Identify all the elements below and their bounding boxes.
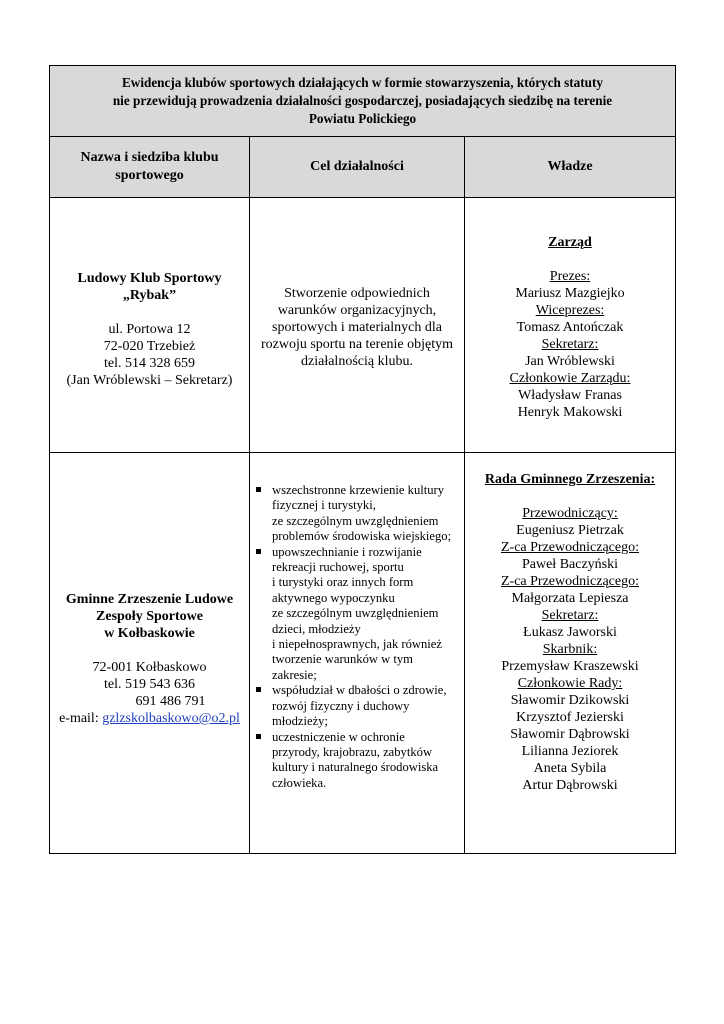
purpose-line: dzieci, młodzieży — [272, 621, 361, 636]
club2-name-line-3: w Kołbaskowie — [104, 626, 195, 641]
title-line-3: Powiatu Polickiego — [308, 111, 417, 126]
purpose-line: ze szczególnym uwzględnieniem — [272, 513, 439, 528]
header-club-name — [50, 137, 250, 198]
club1-address-street: ul. Portowa 12 — [108, 321, 191, 337]
club1-board-cell — [465, 198, 676, 453]
purpose-line: tworzenie warunków w tym — [272, 652, 413, 667]
list-item — [254, 683, 464, 729]
board-member: Małgorzata Lepiesza — [511, 591, 629, 606]
board-role: Członkowie Zarządu: — [509, 370, 631, 386]
club2-email-link[interactable]: gzlzskolbaskowo@o2.pl — [102, 711, 240, 726]
club1-purpose-cell — [250, 198, 465, 453]
club1-name-cell — [50, 198, 250, 453]
board-role: Członkowie Rady: — [517, 676, 623, 691]
board-role: Prezes: — [549, 268, 591, 284]
club2-address-city: 72-001 Kołbaskowo — [92, 660, 207, 675]
board-member: Tomasz Antończak — [516, 319, 624, 335]
header-authorities: Władze — [465, 137, 676, 198]
board-member: Łukasz Jaworski — [523, 625, 617, 640]
clubs-register-table — [49, 65, 676, 854]
club2-purpose-list — [250, 483, 464, 791]
board-role: Wiceprezes: — [535, 302, 605, 318]
purpose-line: fizycznej i turystyki, — [272, 498, 376, 513]
club1-purpose-line: rozwoju sportu na terenie objętym — [260, 336, 454, 352]
purpose-line: rekreacji ruchowej, sportu — [272, 560, 404, 575]
club1-purpose-line: Stworzenie odpowiednich — [284, 285, 430, 301]
club2-email-line — [50, 710, 249, 727]
club1-purpose-line: warunków organizacyjnych, — [277, 302, 437, 318]
list-item — [254, 545, 464, 684]
table-row — [50, 198, 676, 453]
bullet-square-icon — [256, 734, 261, 739]
purpose-line: człowieka. — [272, 775, 327, 790]
bullet-square-icon — [256, 487, 261, 492]
title-line-1: Ewidencja klubów sportowych działających w formie stowarzyszenia, których statuty — [122, 75, 603, 90]
purpose-line: ze szczególnym uwzględnieniem — [272, 606, 439, 621]
purpose-line: i turystyki oraz innych form — [272, 575, 414, 590]
header-club-name-line-1: Nazwa i siedziba klubu — [80, 150, 219, 165]
bullet-square-icon — [256, 549, 261, 554]
board-role: Sekretarz: — [541, 336, 599, 352]
board-member: Przemysław Kraszewski — [501, 659, 639, 674]
club2-name-line-2: Zespoły Sportowe — [96, 609, 203, 624]
board-role: Sekretarz: — [541, 608, 599, 623]
club2-phone-2: 691 486 791 — [135, 694, 206, 709]
purpose-line: rozwój fizyczny i duchowy — [272, 698, 410, 713]
purpose-line: uczestniczenie w ochronie — [272, 729, 405, 744]
club1-name-line-1: Ludowy Klub Sportowy — [77, 270, 222, 286]
board-role: Przewodniczący: — [522, 506, 618, 521]
purpose-line: współudział w dbałości o zdrowie, — [272, 683, 447, 698]
club1-name-line-2: „Rybak” — [122, 287, 177, 303]
club2-board-title: Rada Gminnego Zrzeszenia: — [484, 472, 656, 487]
board-member: Paweł Baczyński — [521, 557, 619, 572]
board-member: Artur Dąbrowski — [522, 778, 618, 793]
list-item — [254, 483, 464, 545]
purpose-line: upowszechnianie i rozwijanie — [272, 544, 422, 559]
purpose-line: zakresie; — [272, 667, 317, 682]
club1-address-city: 72-020 Trzebież — [103, 338, 196, 354]
board-member: Sławomir Dzikowski — [510, 693, 630, 708]
purpose-line: wszechstronne krzewienie kultury — [272, 483, 445, 497]
purpose-line: problemów środowiska wiejskiego; — [272, 529, 452, 544]
purpose-line: młodzieży; — [272, 714, 328, 729]
club2-name-line-1: Gminne Zrzeszenie Ludowe — [65, 592, 234, 607]
club1-purpose-line: sportowych i materialnych dla — [272, 319, 442, 335]
club2-email-label: e-mail: — [59, 711, 99, 726]
board-role: Z-ca Przewodniczącego: — [501, 574, 639, 589]
purpose-line: i niepełnosprawnych, jak również — [272, 637, 442, 652]
purpose-line: kultury i naturalnego środowiska — [272, 760, 439, 775]
club1-phone: tel. 514 328 659 — [104, 355, 195, 371]
club2-board-cell — [465, 453, 676, 854]
board-role: Z-ca Przewodniczącego: — [501, 540, 639, 555]
club2-purpose-cell — [250, 453, 465, 854]
purpose-line: przyrody, krajobrazu, zabytków — [272, 744, 433, 759]
board-member: Krzysztof Jezierski — [516, 710, 624, 725]
document-title — [50, 66, 676, 137]
table-row — [50, 453, 676, 854]
club1-contact: (Jan Wróblewski – Sekretarz) — [66, 372, 233, 388]
club1-board-title: Zarząd — [548, 234, 592, 250]
board-member: Lilianna Jeziorek — [521, 744, 619, 759]
club2-phone-1: tel. 519 543 636 — [104, 677, 195, 692]
bullet-square-icon — [256, 687, 261, 692]
club1-purpose-line: działalnością klubu. — [301, 353, 413, 369]
board-member: Henryk Makowski — [517, 404, 623, 420]
board-member: Mariusz Mazgiejko — [515, 285, 625, 301]
board-role: Skarbnik: — [542, 642, 598, 657]
title-line-2: nie przewidują prowadzenia działalności gospodarczej, posiadających siedzibę na terenie — [112, 93, 613, 108]
header-club-name-line-2: sportowego — [115, 168, 184, 183]
board-member: Jan Wróblewski — [525, 353, 615, 369]
header-purpose: Cel działalności — [250, 137, 465, 198]
list-item — [254, 730, 464, 792]
purpose-line: aktywnego wypoczynku — [272, 590, 395, 605]
board-member: Sławomir Dąbrowski — [510, 727, 630, 742]
board-member: Eugeniusz Pietrzak — [516, 523, 624, 538]
board-member: Władysław Franas — [518, 387, 622, 403]
board-member: Aneta Sybila — [533, 761, 607, 776]
club2-name-cell — [50, 453, 250, 854]
